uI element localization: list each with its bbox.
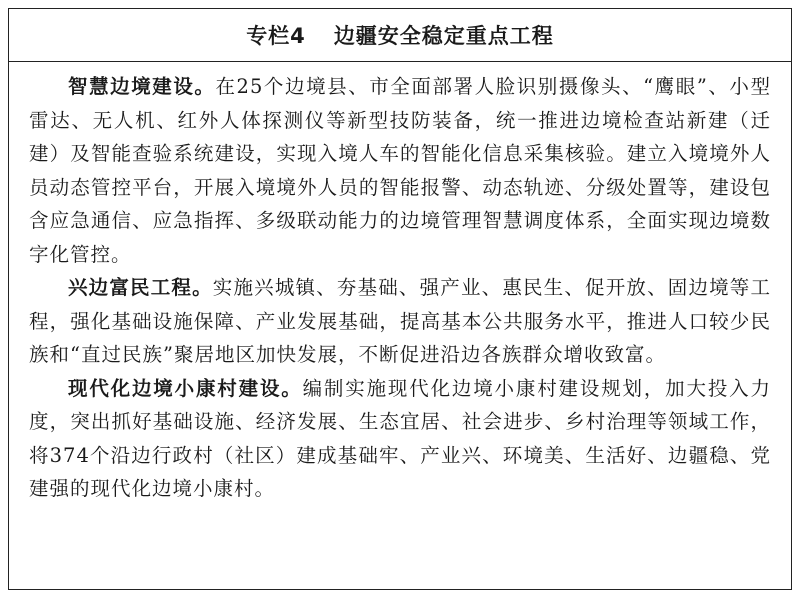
box-title: 边疆安全稳定重点工程 [333,24,554,48]
paragraph-smart-border [29,70,771,271]
paragraph-heading: 现代化边境小康村建设。 [68,376,303,400]
box-label: 专栏4 [246,24,306,48]
paragraph-heading: 兴边富民工程。 [68,276,213,299]
paragraph-text: 编制实施现代化边境小康村建设规划，加大投入力度，突出抓好基础设施、经济发展、生态宜居、社会进步、乡村治理等领域工作，将374个沿边行政村（社区）建成基础牢、产业兴、环境美、生活好、边疆稳、党建强的现代化边境小康村。 [29,376,771,500]
paragraph-border-villages [29,372,771,506]
paragraph-border-prosperity [29,271,771,372]
paragraph-text: 实施兴城镇、夯基础、强产业、惠民生、促开放、固边境等工程，强化基础设施保障、产业发展基础，提高基本公共服务水平，推进人口较少民族和“直过民族”聚居地区加快发展，不断促进沿边各族群众增收致富。 [29,276,771,366]
box-content [9,62,791,506]
feature-box [8,8,792,590]
paragraph-text: 在25个边境县、市全面部署人脸识别摄像头、“鹰眼”、小型雷达、无人机、红外人体探测仪等新型技防装备，统一推进边境检查站新建（迁建）及智能查验系统建设，实现入境人车的智能化信息采集核验。建立入境境外人员动态管控平台，开展入境境外人员的智能报警、动态轨迹、分级处置等，建设包含应急通信、应急指挥、多级联动能力的边境管理智慧调度体系，全面实现边境数字化管控。 [29,75,771,266]
paragraph-heading: 智慧边境建设。 [68,75,216,98]
box-header [9,9,791,62]
